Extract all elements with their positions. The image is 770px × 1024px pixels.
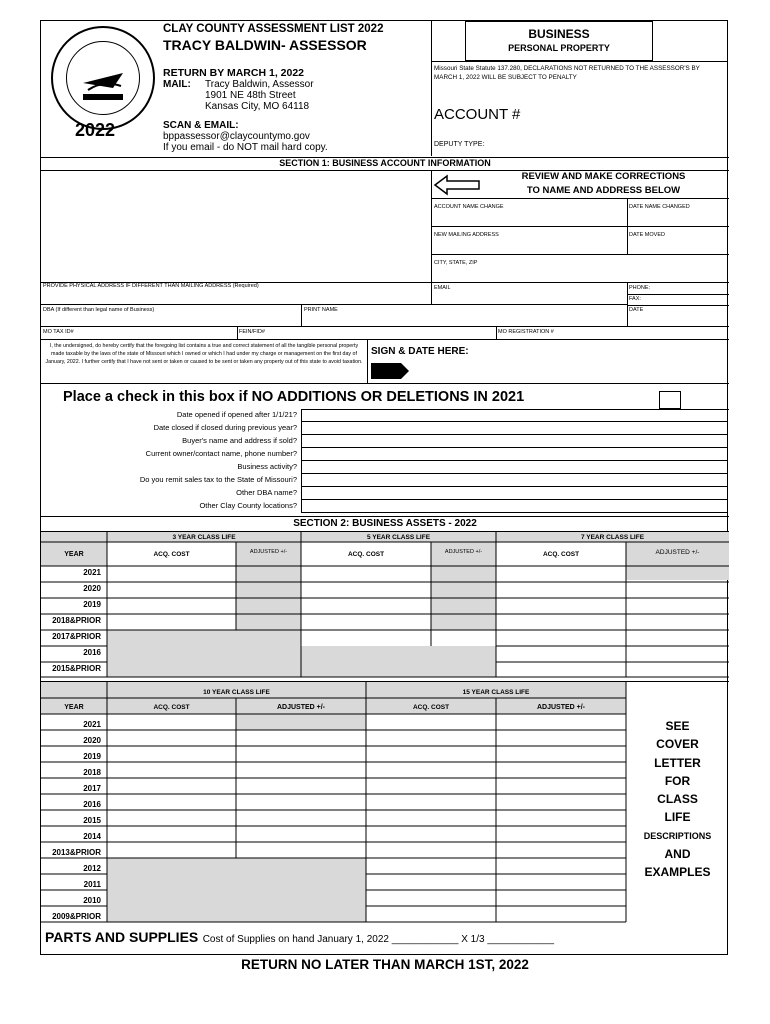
- answer-field[interactable]: [302, 409, 728, 422]
- no-changes-checkbox[interactable]: [659, 391, 681, 409]
- year-label: 2019: [83, 752, 101, 761]
- header-line1: CLAY COUNTY ASSESSMENT LIST 2022: [163, 23, 384, 35]
- statute-text: Missouri State Statute 137.280, DECLARATIONS NOT RETURNED TO THE ASSESSOR'S BY MARCH 1, 2022 WILL BE SUBJECT TO PENALTY: [434, 65, 700, 81]
- year-label: 2020: [83, 584, 101, 593]
- certification-text: I, the undersigned, do hereby certify that the foregoing list contains a true and correct statement of all the tangible personal property made taxable by the laws of the state of Missouri which I owned or which I had under my charge or management on the first day of January, 2022. I further certify that I have not sent or taken or caused to be sent or taken any property out of this state to avoid taxation.: [45, 343, 363, 365]
- signature-field[interactable]: [413, 356, 727, 382]
- acq-cost-header: ACQ. COST: [153, 704, 190, 711]
- parts-label: PARTS AND SUPPLIES: [45, 929, 199, 945]
- year-label: 2016: [83, 648, 101, 657]
- year-header: YEAR: [64, 704, 84, 711]
- section1-title: SECTION 1: BUSINESS ACCOUNT INFORMATION: [279, 158, 491, 168]
- date-moved-label: DATE MOVED: [629, 232, 665, 238]
- mo-tax-id-label: MO TAX ID#: [43, 329, 74, 335]
- account-number: ACCOUNT #: [434, 106, 521, 123]
- question-owner: Current owner/contact name, phone number?: [145, 449, 297, 458]
- account-name-change-label: ACCOUNT NAME CHANGE: [434, 204, 504, 210]
- year-label: 2017&PRIOR: [52, 632, 101, 641]
- adjusted-header: ADJUSTED +/-: [444, 549, 483, 555]
- no-changes-title: Place a check in this box if NO ADDITIONS OR DELETIONS IN 2021: [63, 389, 525, 405]
- answer-field[interactable]: [302, 474, 728, 487]
- answer-field[interactable]: [302, 461, 728, 474]
- question-other-locations: Other Clay County locations?: [199, 501, 297, 510]
- date-name-changed-label: DATE NAME CHANGED: [629, 204, 690, 210]
- mail-label: MAIL:: [163, 79, 191, 90]
- year-label: 2018: [83, 768, 101, 777]
- review-line2: TO NAME AND ADDRESS BELOW: [526, 185, 681, 196]
- sign-here-label: SIGN & DATE HERE:: [371, 346, 469, 357]
- email-link[interactable]: bppassessor@claycountymo.gov: [163, 131, 310, 142]
- header-line2: TRACY BALDWIN- ASSESSOR: [163, 37, 367, 53]
- section2-title: SECTION 2: BUSINESS ASSETS - 2022: [293, 518, 477, 529]
- mail-city: Kansas City, MO 64118: [205, 101, 310, 112]
- class3-header: 3 YEAR CLASS LIFE: [172, 534, 236, 541]
- scan-label: SCAN & EMAIL:: [163, 120, 239, 131]
- dba-field[interactable]: [43, 313, 300, 325]
- year-label: 2012: [83, 864, 101, 873]
- adjusted-header: ADJUSTED +/-: [655, 549, 700, 556]
- phone-label: PHONE:: [629, 285, 651, 291]
- mail-street: 1901 NE 48th Street: [205, 90, 296, 101]
- question-date-closed: Date closed if closed during previous year?: [153, 423, 297, 432]
- form-year: 2022: [75, 120, 116, 140]
- adjusted-header: ADJUSTED +/-: [249, 549, 288, 555]
- year-label: 2015&PRIOR: [52, 664, 101, 673]
- answer-field[interactable]: [302, 422, 728, 435]
- question-buyer: Buyer's name and address if sold?: [182, 436, 297, 445]
- physical-address-label: PROVIDE PHYSICAL ADDRESS IF DIFFERENT THAN MAILING ADDRESS (Required): [43, 283, 259, 289]
- physical-address-field[interactable]: [43, 289, 428, 302]
- date-label: DATE: [629, 307, 644, 313]
- arrow-left-icon: [433, 174, 481, 196]
- year-label: 2017: [83, 784, 101, 793]
- answer-field[interactable]: [302, 435, 728, 448]
- parts-text[interactable]: Cost of Supplies on hand January 1, 2022 ____________ X 1/3 ____________: [202, 934, 555, 945]
- footer-return: RETURN NO LATER THAN MARCH 1ST, 2022: [241, 957, 529, 972]
- year-label: 2016: [83, 800, 101, 809]
- print-name-label: PRINT NAME: [304, 307, 338, 313]
- answer-field[interactable]: [302, 487, 728, 500]
- year-label: 2021: [83, 568, 101, 577]
- review-line1: REVIEW AND MAKE CORRECTIONS: [521, 171, 686, 182]
- email-label: EMAIL: [434, 285, 451, 291]
- city-state-zip-label: CITY, STATE, ZIP: [434, 260, 478, 266]
- business-box: [465, 21, 653, 61]
- year-label: 2018&PRIOR: [52, 616, 101, 625]
- question-date-opened: Date opened if opened after 1/1/21?: [176, 410, 297, 419]
- year-label: 2009&PRIOR: [52, 912, 101, 921]
- assets-table-a-grid: [41, 531, 729, 678]
- account-name-change-field[interactable]: [434, 211, 627, 225]
- class15-header: 15 YEAR CLASS LIFE: [462, 689, 530, 696]
- acq-cost-header: ACQ. COST: [153, 551, 190, 558]
- mo-registration-label: MO REGISTRATION #: [498, 329, 554, 335]
- parts-and-supplies: [45, 929, 554, 947]
- question-activity: Business activity?: [237, 462, 297, 471]
- year-label: 2010: [83, 896, 101, 905]
- answer-field[interactable]: [302, 448, 728, 461]
- year-label: 2011: [83, 880, 101, 889]
- assets-table-b-grid: [41, 681, 729, 923]
- year-label: 2019: [83, 600, 101, 609]
- see-cover-letter: SEE COVER LETTER FOR CLASS LIFE DESCRIPTIONS AND EXAMPLES: [643, 719, 712, 880]
- class5-header: 5 YEAR CLASS LIFE: [366, 534, 431, 541]
- return-by: RETURN BY MARCH 1, 2022: [163, 67, 305, 79]
- acq-cost-header: ACQ. COST: [412, 704, 450, 711]
- deputy-type: DEPUTY TYPE:: [434, 141, 485, 148]
- date-moved-field[interactable]: [628, 239, 728, 253]
- adjusted-header: ADJUSTED +/-: [276, 704, 326, 711]
- question-other-dba: Other DBA name?: [236, 488, 297, 497]
- county-seal-icon: [51, 26, 155, 130]
- email-note: If you email - do NOT mail hard copy.: [163, 142, 328, 153]
- email-field[interactable]: [434, 291, 627, 303]
- class10-header: 10 YEAR CLASS LIFE: [203, 689, 270, 696]
- class7-header: 7 YEAR CLASS LIFE: [580, 534, 645, 541]
- new-mailing-address-field[interactable]: [434, 239, 627, 253]
- city-state-zip-field[interactable]: [434, 267, 727, 281]
- year-label: 2015: [83, 816, 101, 825]
- dba-label: DBA (If different than legal name of Business): [43, 307, 155, 313]
- year-label: 2013&PRIOR: [52, 848, 101, 857]
- year-label: 2020: [83, 736, 101, 745]
- year-header: YEAR: [64, 551, 84, 558]
- adjusted-header: ADJUSTED +/-: [536, 704, 586, 711]
- print-name-field[interactable]: [304, 313, 626, 325]
- new-mailing-address-label: NEW MAILING ADDRESS: [434, 232, 499, 238]
- acq-cost-header: ACQ. COST: [542, 551, 580, 558]
- assessment-form: [40, 20, 728, 955]
- business-title: BUSINESS: [528, 27, 590, 41]
- sign-arrow-icon: [371, 361, 411, 381]
- mail-name: Tracy Baldwin, Assessor: [205, 79, 314, 90]
- acq-cost-header: ACQ. COST: [347, 551, 385, 558]
- business-sub: PERSONAL PROPERTY: [508, 43, 610, 53]
- fein-label: FEIN/FID#: [239, 329, 265, 335]
- question-sales-tax: Do you remit sales tax to the State of Missouri?: [139, 475, 297, 484]
- fax-label: FAX:: [629, 296, 641, 302]
- date-name-changed-field[interactable]: [628, 211, 728, 225]
- year-label: 2021: [83, 720, 101, 729]
- year-label: 2014: [83, 832, 101, 841]
- answer-field[interactable]: [302, 500, 728, 513]
